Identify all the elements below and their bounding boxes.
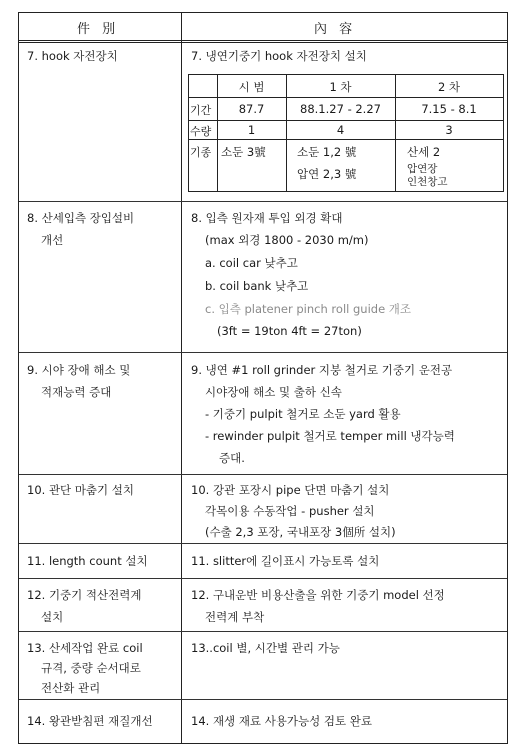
row-10-content-line2: 각목이용 수동작업 - pusher 설치 xyxy=(205,504,375,518)
subtable-row-label: 기간 xyxy=(190,104,212,117)
row-14-content: 14. 재생 재료 사용가능성 검토 완료 xyxy=(191,714,372,728)
row-8-content-line4: b. coil bank 낮추고 xyxy=(205,279,309,293)
row-8-content-line5: c. 입측 platener pinch roll guide 개조 xyxy=(205,302,412,316)
row-9-item-line2: 적재능력 증대 xyxy=(41,385,112,399)
row-8-content-line3: a. coil car 낮추고 xyxy=(205,256,298,270)
row-14-item: 14. 왕관받침편 재질개선 xyxy=(27,714,153,728)
row-9-content-line2: 시야장애 해소 및 출하 신속 xyxy=(205,385,342,399)
row-7-item: 7. hook 자전장치 xyxy=(27,49,118,63)
subtable-cell: 3 xyxy=(445,123,453,137)
row-10-content-line3: (수출 2,3 포장, 국내포장 3個所 설치) xyxy=(205,525,396,539)
subtable-cell: 소둔 3號 xyxy=(221,145,266,159)
row-divider xyxy=(19,543,507,544)
column-divider xyxy=(181,13,182,743)
row-10-content-line1: 10. 강관 포장시 pipe 단면 마춤기 설치 xyxy=(191,483,390,497)
row-12-content-line2: 전력계 부착 xyxy=(205,610,265,624)
subtable-cell: 압연장 xyxy=(407,163,438,175)
subtable-cell: 산세 2 xyxy=(407,145,441,159)
row-12-item-line1: 12. 기중기 적산전력계 xyxy=(27,588,142,602)
subtable-row-label: 기종 xyxy=(190,146,212,159)
row-11-content: 11. slitter에 길이표시 가능토록 설치 xyxy=(191,554,380,568)
row-13-content: 13..coil 별, 시간별 관리 가능 xyxy=(191,641,340,655)
row-11-item: 11. length count 설치 xyxy=(27,554,148,568)
row-divider xyxy=(19,578,507,579)
row-8-item-line1: 8. 산세입측 장입설비 xyxy=(27,211,135,225)
subtable-cell: 7.15 - 8.1 xyxy=(421,102,477,116)
row-12-item-line2: 설치 xyxy=(41,610,64,624)
row-7-content: 7. 냉연기중기 hook 자전장치 설치 xyxy=(191,49,367,63)
subtable-cell: 1 xyxy=(247,123,256,137)
row-divider xyxy=(19,352,507,353)
row-13-item-line3: 전산화 관리 xyxy=(41,681,101,695)
row-divider xyxy=(19,201,507,202)
subtable-cell: 소둔 1,2 號 xyxy=(297,145,357,159)
schedule-subtable xyxy=(188,74,504,192)
subtable-cell: 4 xyxy=(336,123,345,137)
row-13-item-line1: 13. 산세작업 완료 coil xyxy=(27,641,143,655)
row-8-content-line6: (3ft = 19ton 4ft = 27ton) xyxy=(217,324,362,338)
row-8-item-line2: 개선 xyxy=(41,233,64,247)
row-8-content-line1: 8. 입측 원자재 투입 외경 확대 xyxy=(191,211,343,225)
row-8-content-line2: (max 외경 1800 - 2030 m/m) xyxy=(205,233,369,247)
subtable-divider xyxy=(189,97,503,98)
row-9-content-line1: 9. 냉연 #1 roll grinder 지붕 철거로 기중기 운전공 xyxy=(191,363,453,377)
row-13-item-line2: 규격, 중량 순서대로 xyxy=(41,661,141,675)
table-header xyxy=(19,13,507,43)
subtable-cell: 압연 2,3 號 xyxy=(297,167,357,181)
row-9-content-line3: - 기중기 pulpit 철거로 소둔 yard 활용 xyxy=(205,407,401,421)
row-divider xyxy=(19,699,507,700)
header-col-item: 件 別 xyxy=(77,22,120,37)
subtable-row-label: 수량 xyxy=(190,125,212,138)
subtable-header: 시 범 xyxy=(238,80,265,94)
subtable-cell: 87.7 xyxy=(238,102,265,116)
subtable-cell: 88.1.27 - 2.27 xyxy=(300,102,381,116)
row-9-content-line5: 증대. xyxy=(219,451,245,465)
subtable-header: 1 차 xyxy=(329,80,352,94)
row-divider xyxy=(19,474,507,475)
header-col-content: 內 容 xyxy=(314,22,357,37)
row-12-content-line1: 12. 구내운반 비용산출을 위한 기중기 model 선정 xyxy=(191,588,445,602)
row-divider xyxy=(19,631,507,632)
row-9-item-line1: 9. 시야 장애 해소 및 xyxy=(27,363,131,377)
subtable-header: 2 차 xyxy=(437,80,461,94)
subtable-divider xyxy=(189,139,503,140)
subtable-divider xyxy=(189,120,503,121)
row-10-item: 10. 관단 마춤기 설치 xyxy=(27,483,135,497)
row-9-content-line4: - rewinder pulpit 철거로 temper mill 냉각능력 xyxy=(205,429,455,443)
subtable-cell: 인천창고 xyxy=(407,176,448,188)
